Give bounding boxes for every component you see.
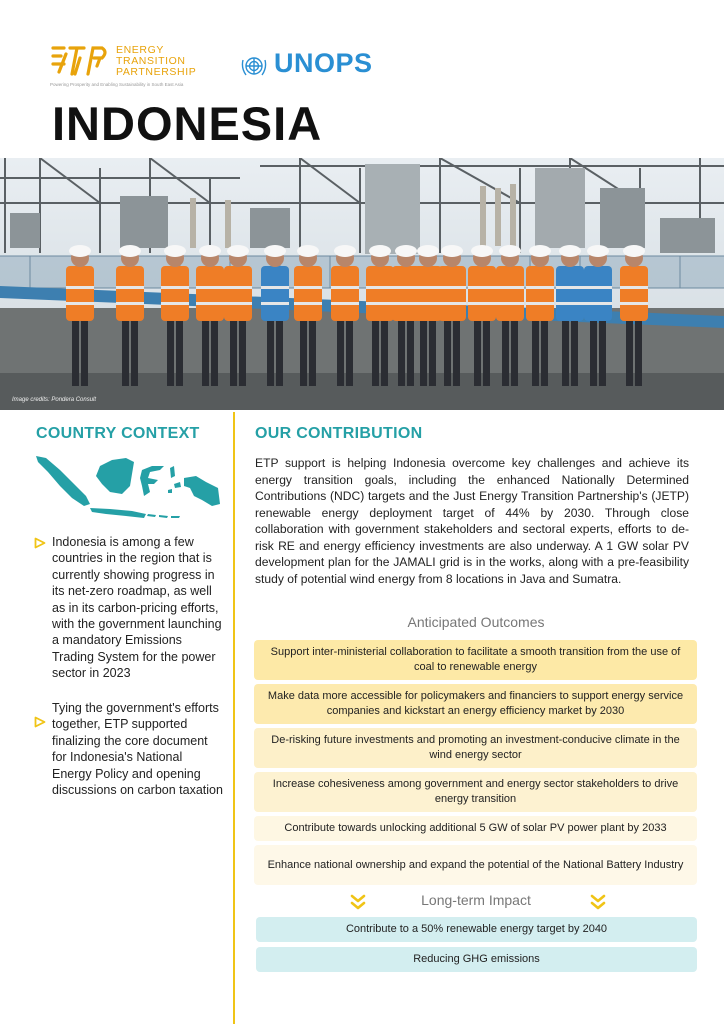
- etp-logo: [50, 42, 220, 90]
- triangle-bullet-icon: [34, 537, 46, 549]
- un-emblem-icon: [240, 52, 268, 80]
- etp-mark-icon: [50, 44, 108, 78]
- outcome-box-6: Enhance national ownership and expand the potential of the National Battery Industry: [254, 845, 697, 885]
- substation-group-photo: [0, 158, 724, 410]
- impact-box-1: Contribute to a 50% renewable energy target by 2040: [256, 917, 697, 942]
- etp-logo-wordmark: ENERGY TRANSITION PARTNERSHIP: [116, 44, 197, 78]
- contribution-body-text: ETP support is helping Indonesia overcome key challenges and achieve its energy transition goals, including the enhanced Nationally Determined Contributions (NDC) targets and the Just Energy Transition Partnership's (JETP) renewable energy deployment target of 44% by 2030. Through close collaboration with government stakeholders and sectoral experts, efforts to de-risk RE and energy efficiency investments are also underway. A 1 GW solar PV development plan for the JAMALI grid is in the works, along with a pre-feasibility study of potential wind energy from 8 locations in Java and Sumatra.: [255, 456, 689, 586]
- indonesia-map-icon: [34, 452, 220, 524]
- outcome-box-4: Increase cohesiveness among government and energy sector stakeholders to drive energy transition: [254, 772, 697, 812]
- anticipated-outcomes-title: Anticipated Outcomes: [407, 614, 545, 630]
- unops-wordmark: UNOPS: [274, 48, 373, 78]
- hero-photo: [0, 158, 724, 410]
- context-bullet-text: Tying the government's efforts together, ETP supported finalizing the core document for Indonesia's National Energy Policy and opening discussions on carbon taxation: [52, 701, 223, 798]
- context-bullet-text: Indonesia is among a few countries in the region that is currently showing progress in its net-zero roadmap, as well as in its carbon-pricing efforts, with the government launching a mandatory Emissions Trading System for the power sector in 2023: [52, 535, 222, 681]
- our-contribution-heading: OUR CONTRIBUTION: [255, 425, 423, 442]
- long-term-impact-title: Long-term Impact: [421, 892, 531, 908]
- impact-box-2: Reducing GHG emissions: [256, 947, 697, 972]
- photo-credit: Image credits: Pondera Consult: [12, 397, 97, 403]
- context-bullet-2: [34, 700, 224, 798]
- page-title: INDONESIA: [52, 97, 323, 150]
- outcome-box-3: De-risking future investments and promoting an investment-conducive climate in the wind energy sector: [254, 728, 697, 768]
- triangle-bullet-icon: [34, 716, 46, 728]
- etp-tagline: Powering Prosperity and Enabling Sustainability in South East Asia: [50, 82, 184, 87]
- column-divider: [233, 412, 235, 1024]
- outcome-box-1: Support inter-ministerial collaboration to facilitate a smooth transition from the use of coal to renewable energy: [254, 640, 697, 680]
- country-context-heading: COUNTRY CONTEXT: [36, 425, 200, 442]
- chevron-down-icon: [589, 893, 607, 911]
- context-bullet-1: [34, 534, 224, 682]
- outcome-box-5: Contribute towards unlocking additional 5 GW of solar PV power plant by 2033: [254, 816, 697, 841]
- outcome-box-2: Make data more accessible for policymakers and financiers to support energy service companies and kickstart an energy efficiency market by 2030: [254, 684, 697, 724]
